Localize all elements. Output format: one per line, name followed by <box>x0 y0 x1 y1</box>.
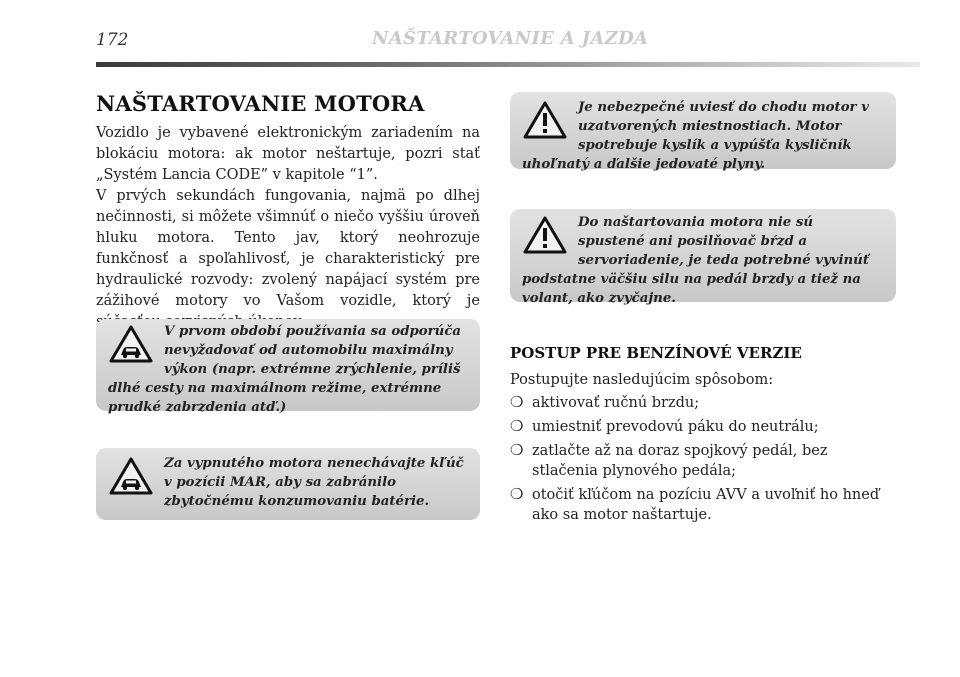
bullet-icon: ❍ <box>510 393 524 411</box>
procedure-steps <box>510 393 896 529</box>
procedure-intro: Postupujte nasledujúcim spôsobom: <box>510 372 774 388</box>
step-text: aktivovať ručnú brzdu; <box>532 395 700 411</box>
caution-box <box>96 448 480 520</box>
step-text: umiestniť prevodovú páku do neutrálu; <box>532 419 819 435</box>
warning-text: Do naštartovania motora nie sú spustené ani posilňovač bŕzd a servoriadenie, je teda potrebné vyvinúť podstatne väčšiu silu na pedál brzdy a tiež na volant, ako zvyčajne. <box>522 215 869 306</box>
bullet-icon: ❍ <box>510 417 524 435</box>
bullet-icon: ❍ <box>510 441 524 459</box>
caution-box <box>96 319 480 415</box>
section-title: NAŠTARTOVANIE A JAZDA <box>372 28 649 49</box>
warning-triangle-icon <box>522 215 568 255</box>
list-item <box>510 485 896 525</box>
car-caution-icon <box>108 456 154 496</box>
warning-box <box>510 209 896 306</box>
list-item <box>510 417 896 437</box>
page-title: NAŠTARTOVANIE MOTORA <box>96 91 425 116</box>
page-number: 172 <box>96 30 129 50</box>
list-item <box>510 393 896 413</box>
caution-text: Za vypnutého motora nenechávajte kľúč v pozícii MAR, aby sa zabránilo zbytočnému konzumovaniu batérie. <box>164 456 464 509</box>
warning-triangle-icon <box>522 100 568 140</box>
procedure-title: POSTUP PRE BENZÍNOVÉ VERZIE <box>510 344 802 362</box>
list-item <box>510 441 896 481</box>
step-text: otočiť kľúčom na pozíciu AVV a uvoľniť ho hneď ako sa motor naštartuje. <box>532 487 880 523</box>
bullet-icon: ❍ <box>510 485 524 503</box>
warning-box <box>510 92 896 172</box>
paragraph: V prvých sekundách fungovania, najmä po dlhej nečinnosti, si môžete všimnúť o niečo vyššiu úroveň hluku motora. Tento jav, ktorý neohrozuje funkčnosť a spoľahlivosť, je charakteristický pre hydraulické rozvody: zvolený napájací systém pre zážihové motory vo Vašom vozidle, ktorý je <box>96 188 480 309</box>
header-divider <box>96 62 920 67</box>
car-caution-icon <box>108 324 154 364</box>
caution-text: V prvom období používania sa odporúča nevyžadovať od automobilu maximálny výkon (napr. extrémne zrýchlenie, príliš dlhé cesty na maximálnom režime, extrémne prudké zabrzdenia atď.) <box>108 324 462 415</box>
warning-text: Je nebezpečné uviesť do chodu motor v uzatvorených miestnostiach. Motor spotrebuje kyslík a vypúšťa kysličník uhoľnatý a ďalšie jedovaté plyny. <box>522 100 869 172</box>
intro-text <box>96 123 480 333</box>
paragraph: Vozidlo je vybavené elektronickým zariadením na blokáciu motora: ak motor neštartuje, pozri stať „Systém Lancia CODE” v kapitole “1”. <box>96 125 480 183</box>
step-text: zatlačte až na doraz spojkový pedál, bez stlačenia plynového pedála; <box>532 443 828 479</box>
